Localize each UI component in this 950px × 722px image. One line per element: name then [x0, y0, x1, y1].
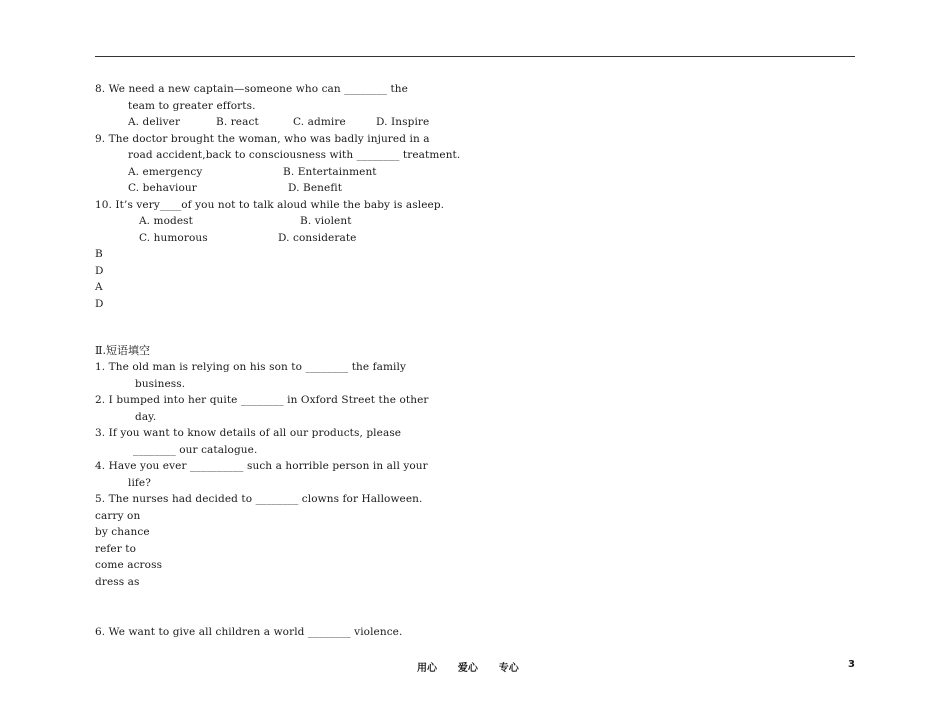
- phrase-1: carry on: [95, 509, 141, 522]
- option-b: B. Entertainment: [283, 165, 377, 178]
- question-9-options-row2: [95, 180, 855, 197]
- answer-4: D: [95, 297, 104, 310]
- question-8-line1: 8. We need a new captain—someone who can ________ the: [95, 83, 408, 95]
- question-10-options-row1: [95, 213, 855, 230]
- option-b: B. violent: [300, 215, 352, 227]
- s2-item-2-line2: day.: [135, 410, 157, 423]
- answer-2: D: [95, 264, 104, 277]
- footer-motto: 用心 爱心 专心: [417, 663, 519, 674]
- section-2-title: Ⅱ.短语填空: [95, 343, 150, 357]
- option-a: A. emergency: [128, 165, 203, 178]
- option-b: B. react: [216, 116, 259, 128]
- question-8-options: [95, 114, 855, 131]
- page-number: 3: [848, 659, 855, 670]
- s2-item-3-line1: 3. If you want to know details of all our products, please: [95, 427, 402, 439]
- question-9-options-row1: [95, 164, 855, 181]
- s2-item-2-line1: 2. I bumped into her quite ________ in Oxford Street the other: [95, 394, 429, 406]
- option-a: A. deliver: [128, 116, 181, 128]
- answer-1: B: [95, 248, 103, 260]
- option-d: D. Benefit: [288, 182, 343, 194]
- answer-3: A: [95, 281, 103, 293]
- phrase-5: dress as: [95, 575, 140, 588]
- option-c: C. admire: [293, 116, 346, 128]
- question-10-options-row2: [95, 230, 855, 247]
- s2-item-4-line2: life?: [128, 476, 151, 489]
- phrase-4: come across: [95, 559, 163, 571]
- phrase-2: by chance: [95, 526, 150, 538]
- s2-item-1-line2: business.: [135, 377, 186, 390]
- option-c: C. humorous: [139, 231, 208, 244]
- option-d: D. considerate: [278, 231, 357, 244]
- s2-item-4-line1: 4. Have you ever __________ such a horrible person in all your: [95, 460, 428, 472]
- s2-item-6: 6. We want to give all children a world ________ violence.: [95, 625, 403, 638]
- s2-item-1-line1: 1. The old man is relying on his son to ________ the family: [95, 361, 406, 373]
- phrase-3: refer to: [95, 542, 137, 555]
- question-10-line1: 10. It’s very____of you not to talk aloud while the baby is asleep.: [95, 198, 445, 211]
- s2-item-3-line2: ________ our catalogue.: [133, 443, 258, 456]
- option-d: D. Inspire: [376, 116, 430, 128]
- option-c: C. behaviour: [128, 182, 197, 194]
- question-9-line2: road accident,back to consciousness with ________ treatment.: [128, 149, 461, 161]
- document-body: [95, 81, 855, 640]
- option-a: A. modest: [139, 215, 193, 227]
- page-footer: [0, 659, 950, 673]
- s2-item-5-line1: 5. The nurses had decided to ________ clowns for Halloween.: [95, 493, 423, 505]
- header-rule: [95, 56, 855, 57]
- question-8-line2: team to greater efforts.: [128, 99, 256, 112]
- question-9-line1: 9. The doctor brought the woman, who was badly injured in a: [95, 132, 430, 145]
